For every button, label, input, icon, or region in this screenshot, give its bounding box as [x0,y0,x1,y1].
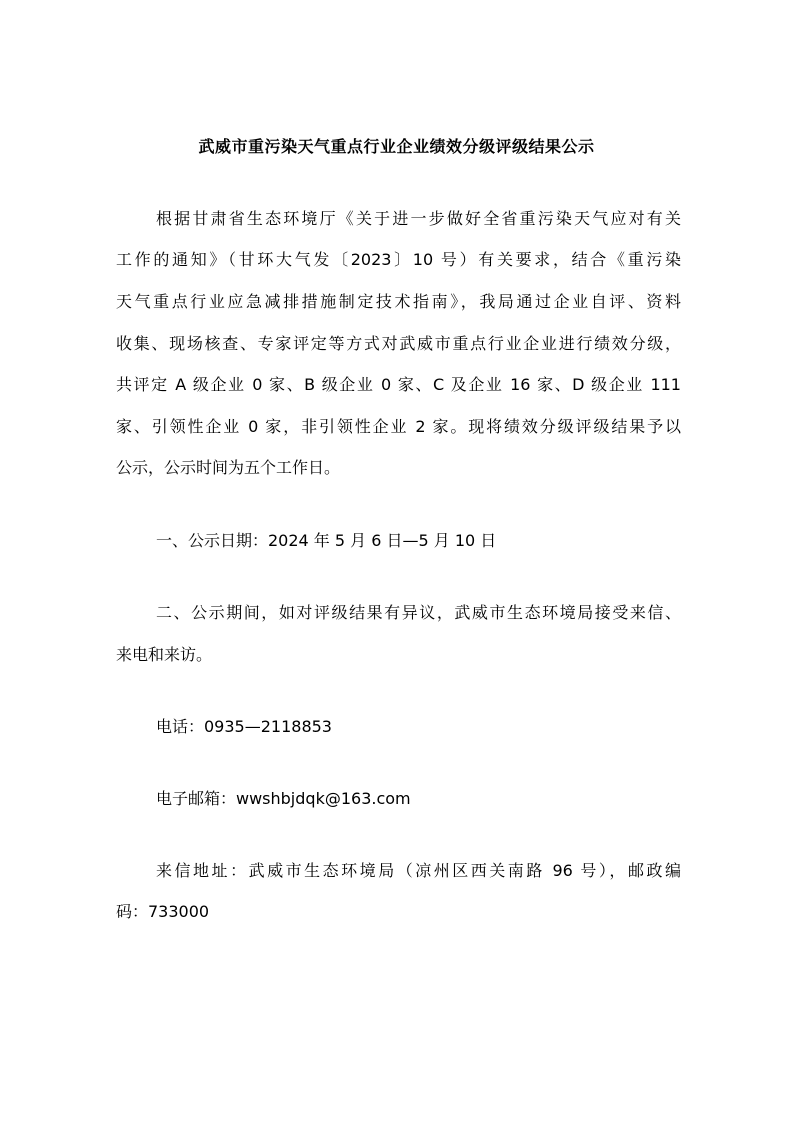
intro-line-7: 公示，公示时间为五个工作日。 [116,458,341,477]
intro-line-4: 收集、现场核查、专家评定等方式对武威市重点行业企业进行绩效分级， [116,334,681,353]
section-objection-line-2: 来电和来访。 [116,645,213,664]
address-line-2: 码：733000 [116,902,210,921]
contact-email: 电子邮箱：wwshbjdqk@163.com [156,789,411,808]
intro-line-2: 工作的通知》（甘环大气发〔2023〕10 号）有关要求，结合《重污染 [116,250,681,269]
section-objection-line-1: 二、公示期间，如对评级结果有异议，武威市生态环境局接受来信、 [156,603,681,622]
intro-line-6: 家、引领性企业 0 家，非引领性企业 2 家。现将绩效分级评级结果予以 [116,417,681,436]
address-line-1: 来信地址：武威市生态环境局（凉州区西关南路 96 号），邮政编 [156,861,681,880]
intro-line-3: 天气重点行业应急减排措施制定技术指南》，我局通过企业自评、资料 [116,292,681,311]
intro-line-1: 根据甘肃省生态环境厅《关于进一步做好全省重污染天气应对有关 [156,209,681,228]
section-publicity-date: 一、公示日期：2024 年 5 月 6 日—5 月 10 日 [156,531,497,550]
document-title: 武威市重污染天气重点行业企业绩效分级评级结果公示 [198,137,595,156]
intro-line-5: 共评定 A 级企业 0 家、B 级企业 0 家、C 及企业 16 家、D 级企业 111 [116,375,681,394]
contact-phone: 电话：0935—2118853 [156,717,332,736]
